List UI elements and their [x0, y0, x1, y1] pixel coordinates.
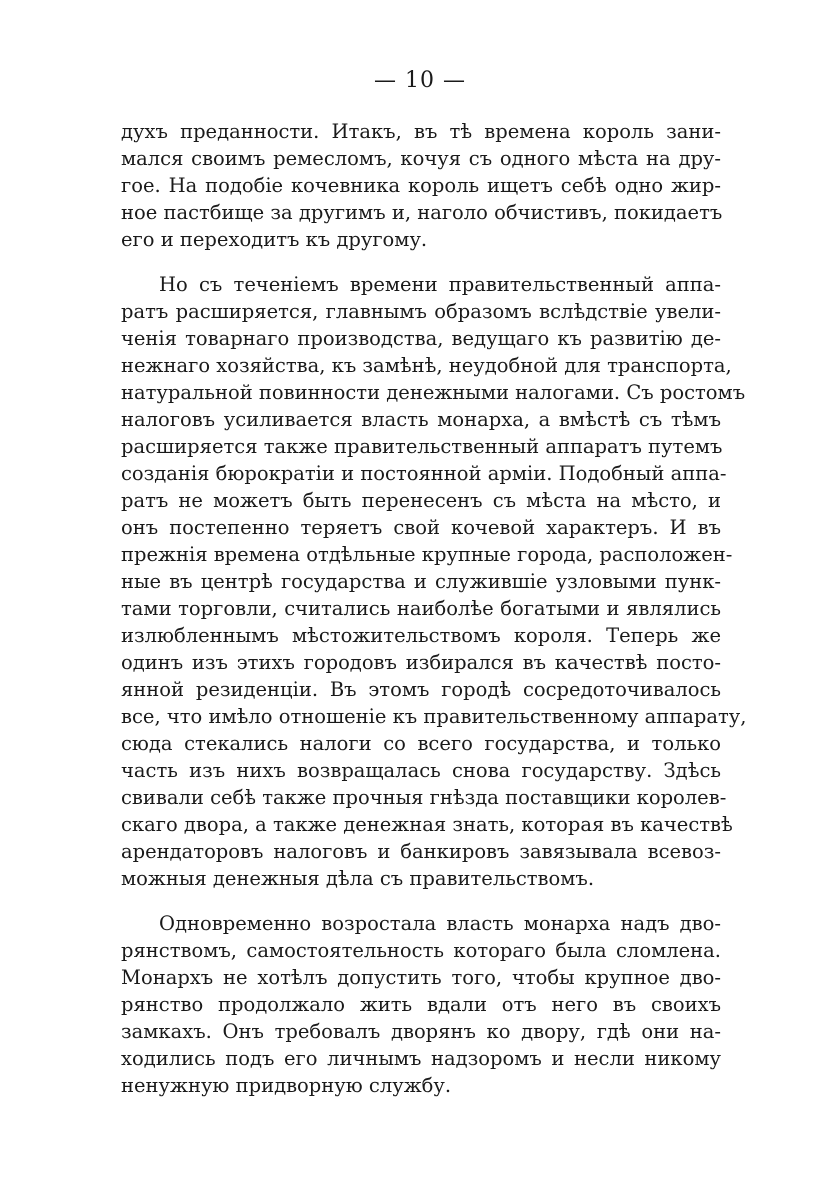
- text-line: ное пастбище за другимъ и, наголо обчистивъ, покидаетъ: [121, 201, 723, 224]
- text-line: замкахъ. Онъ требовалъ дворянъ ко двору, гдѣ они на-: [121, 1020, 721, 1043]
- text-line: рянство продолжало жить вдали отъ него въ своихъ: [121, 993, 721, 1016]
- text-line: созданія бюрократіи и постоянной арміи. Подобный аппа-: [121, 462, 727, 485]
- text-line: ходились подъ его личнымъ надзоромъ и несли никому: [121, 1047, 721, 1070]
- text-line: скаго двора, а также денежная знать, которая въ качествѣ: [121, 813, 733, 836]
- text-line: излюбленнымъ мѣстожительствомъ короля. Теперь же: [121, 624, 721, 647]
- text-line: духъ преданности. Итакъ, въ тѣ времена король зани-: [121, 120, 721, 143]
- text-line: онъ постепенно теряетъ свой кочевой характеръ. И въ: [121, 516, 721, 539]
- text-line: ченія товарнаго производства, ведущаго къ развитію де-: [121, 327, 721, 350]
- text-line: ратъ расширяется, главнымъ образомъ вслѣдствіе увели-: [121, 300, 721, 323]
- text-line: сюда стекались налоги со всего государства, и только: [121, 732, 721, 755]
- text-line: свивали себѣ также прочныя гнѣзда поставщики королев-: [121, 786, 727, 809]
- text-line: налоговъ усиливается власть монарха, а вмѣстѣ съ тѣмъ: [121, 408, 721, 431]
- text-line: все, что имѣло отношеніе къ правительственному аппарату,: [121, 705, 747, 728]
- page-number: — 10 —: [374, 68, 466, 93]
- text-line: можныя денежныя дѣла съ правительствомъ.: [121, 867, 595, 890]
- text-line: Монархъ не хотѣлъ допустить того, чтобы крупное дво-: [121, 966, 721, 989]
- paragraph-1: [121, 118, 721, 253]
- text-line: ратъ не можетъ быть перенесенъ съ мѣста на мѣсто, и: [121, 489, 721, 512]
- text-line: нежнаго хозяйства, къ замѣнѣ, неудобной для транспорта,: [121, 354, 732, 377]
- text-line: тами торговли, считались наиболѣе богатыми и являлись: [121, 597, 721, 620]
- text-line: арендаторовъ налоговъ и банкировъ завязывала всевоз-: [121, 840, 721, 863]
- text-line: одинъ изъ этихъ городовъ избирался въ качествѣ посто-: [121, 651, 721, 674]
- text-line: янной резиденціи. Въ этомъ городѣ сосредоточивалось: [121, 678, 721, 701]
- text-line: его и переходитъ къ другому.: [121, 228, 428, 251]
- text-line: прежнія времена отдѣльные крупные города, расположен-: [121, 543, 733, 566]
- text-line: часть изъ нихъ возвращалась снова государству. Здѣсь: [121, 759, 721, 782]
- text-line: ненужную придворную службу.: [121, 1074, 452, 1097]
- text-line: Но съ теченіемъ времени правительственный аппа-: [159, 273, 721, 296]
- text-line: расширяется также правительственный аппаратъ путемъ: [121, 435, 723, 458]
- text-line: гое. На подобіе кочевника король ищетъ себѣ одно жир-: [121, 174, 721, 197]
- body-text: [121, 118, 747, 1099]
- text-line: Одновременно возростала власть монарха надъ дво-: [159, 912, 721, 935]
- paragraph-2: [121, 271, 747, 892]
- text-line: ные въ центрѣ государства и служившіе узловыми пунк-: [121, 570, 721, 593]
- text-line: мался своимъ ремесломъ, кочуя съ одного мѣста на дру-: [121, 147, 721, 170]
- text-line: натуральной повинности денежными налогами. Съ ростомъ: [121, 381, 746, 404]
- paragraph-3: [121, 910, 721, 1099]
- text-line: рянствомъ, самостоятельность котораго была сломлена.: [121, 939, 721, 962]
